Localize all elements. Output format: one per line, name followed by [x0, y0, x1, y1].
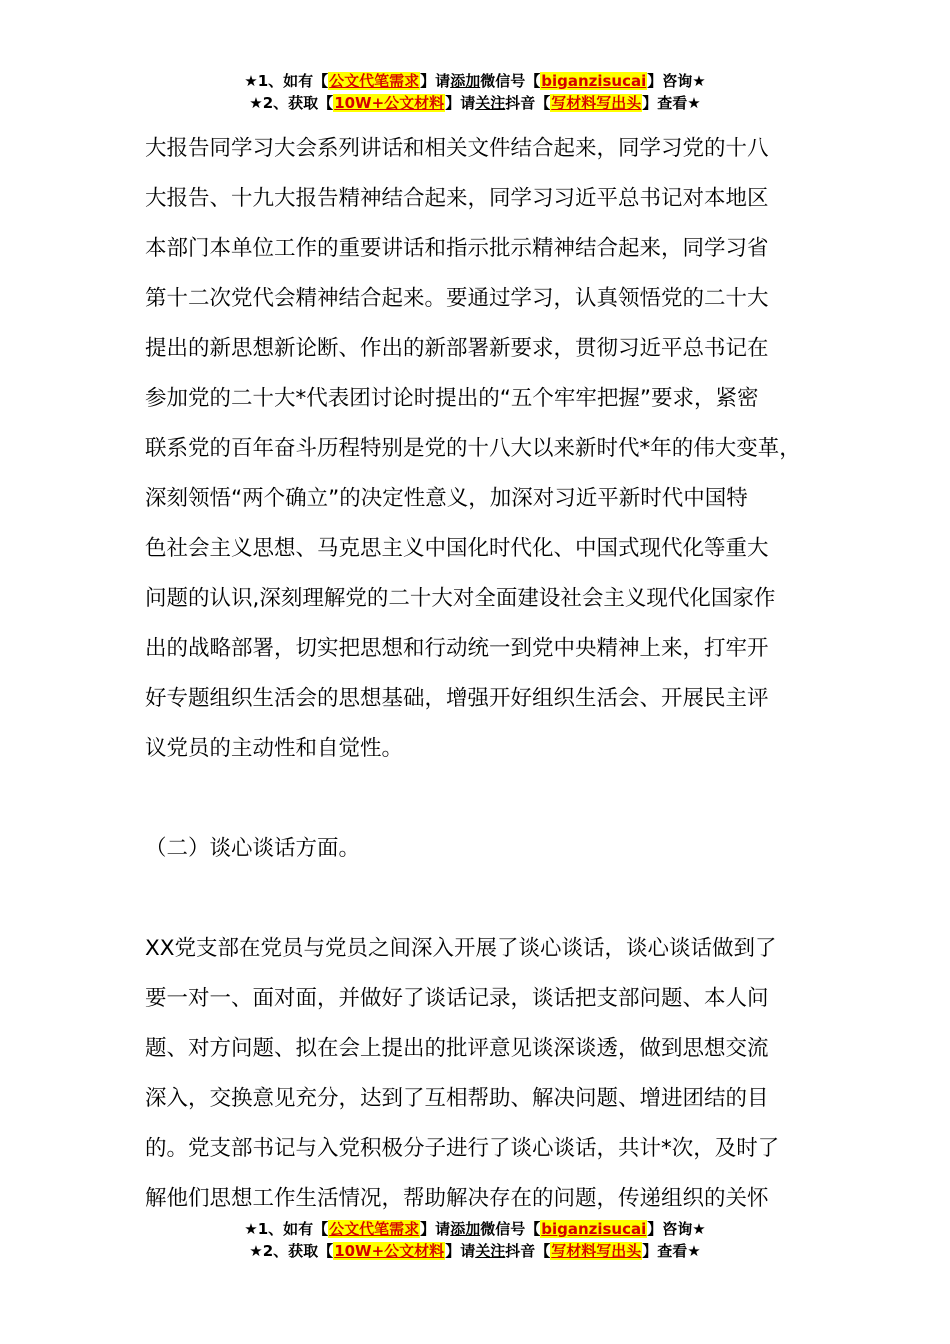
document-body: [145, 124, 825, 1224]
banner-highlight: 公文代笔需求: [329, 1220, 420, 1238]
banner-text: 】咨询★: [647, 1220, 706, 1238]
text-line: 好专题组织生活会的思想基础，增强开好组织生活会、开展民主评: [145, 686, 769, 711]
banner-text: 】查看★: [642, 1242, 701, 1260]
banner-emphasis: 关注: [475, 94, 506, 112]
text-line: 问题的认识,深刻理解党的二十大对全面建设社会主义现代化国家作: [145, 586, 776, 611]
text-line: 大报告、十九大报告精神结合起来，同学习习近平总书记对本地区: [145, 186, 769, 211]
text-line: 深入，交换意见充分，达到了互相帮助、解决问题、增进团结的目: [145, 1086, 769, 1111]
banner-text: ★1、如有【: [244, 1220, 329, 1238]
banner-text: 抖音【: [505, 1242, 551, 1260]
banner-text: 】咨询★: [647, 72, 706, 90]
text-line: 联系党的百年奋斗历程特别是党的十八大以来新时代*年的伟大变革，: [145, 436, 801, 461]
banner-text: 抖音【: [505, 94, 551, 112]
banner-text: 】请: [420, 72, 451, 90]
text-line: 色社会主义思想、马克思主义中国化时代化、中国式现代化等重大: [145, 536, 769, 561]
paragraph-2: [145, 924, 825, 1224]
text-line: 要一对一、面对面，并做好了谈话记录，谈话把支部问题、本人问: [145, 986, 769, 1011]
banner-text: 】请: [445, 94, 476, 112]
banner-line-1: [0, 1218, 950, 1240]
spacer: [145, 774, 825, 824]
banner-emphasis: 添加: [450, 1220, 481, 1238]
text-line: 出的战略部署，切实把思想和行动统一到党中央精神上来，打牢开: [145, 636, 769, 661]
text-line: 本部门本单位工作的重要讲话和指示批示精神结合起来，同学习省: [145, 236, 769, 261]
banner-highlight: 公文代笔需求: [329, 72, 420, 90]
text-line: 第十二次党代会精神结合起来。要通过学习，认真领悟党的二十大: [145, 286, 769, 311]
text-line: 大报告同学习大会系列讲话和相关文件结合起来，同学习党的十八: [145, 136, 769, 161]
banner-text: 】请: [445, 1242, 476, 1260]
banner-text: 】查看★: [642, 94, 701, 112]
banner-text: 微信号【: [480, 1220, 541, 1238]
paragraph-1: [145, 124, 825, 774]
spacer: [145, 874, 825, 924]
text-line: 深刻领悟“两个确立”的决定性意义，加深对习近平新时代中国特: [145, 486, 748, 511]
bottom-banner: [0, 1218, 950, 1262]
text-line: XX党支部在党员与党员之间深入开展了谈心谈话，谈心谈话做到了: [145, 936, 777, 961]
banner-highlight: biganzisucai: [541, 72, 647, 90]
banner-text: 】请: [420, 1220, 451, 1238]
banner-text: ★2、获取【: [249, 94, 334, 112]
banner-text: 微信号【: [480, 72, 541, 90]
banner-text: ★2、获取【: [249, 1242, 334, 1260]
text-line: 议党员的主动性和自觉性。: [145, 736, 404, 761]
text-line: 提出的新思想新论断、作出的新部署新要求，贯彻习近平总书记在: [145, 336, 769, 361]
banner-highlight: 写材料写出头: [551, 94, 642, 112]
text-line: 解他们思想工作生活情况，帮助解决存在的问题，传递组织的关怀: [145, 1186, 769, 1211]
banner-text: ★1、如有【: [244, 72, 329, 90]
text-line: 参加党的二十大*代表团讨论时提出的“五个牢牢把握”要求，紧密: [145, 386, 759, 411]
banner-highlight: 写材料写出头: [551, 1242, 642, 1260]
banner-emphasis: 关注: [475, 1242, 506, 1260]
banner-highlight: 10W+公文材料: [334, 94, 445, 112]
banner-highlight: 10W+公文材料: [334, 1242, 445, 1260]
banner-line-2: [0, 1240, 950, 1262]
banner-highlight: biganzisucai: [541, 1220, 647, 1238]
banner-line-1: [0, 70, 950, 92]
section-heading: （二）谈心谈话方面。: [145, 836, 361, 861]
text-line: 的。党支部书记与入党积极分子进行了谈心谈话，共计*次，及时了: [145, 1136, 780, 1161]
text-line: 题、对方问题、拟在会上提出的批评意见谈深谈透，做到思想交流: [145, 1036, 769, 1061]
banner-line-2: [0, 92, 950, 114]
banner-emphasis: 添加: [450, 72, 481, 90]
top-banner: [0, 70, 950, 114]
